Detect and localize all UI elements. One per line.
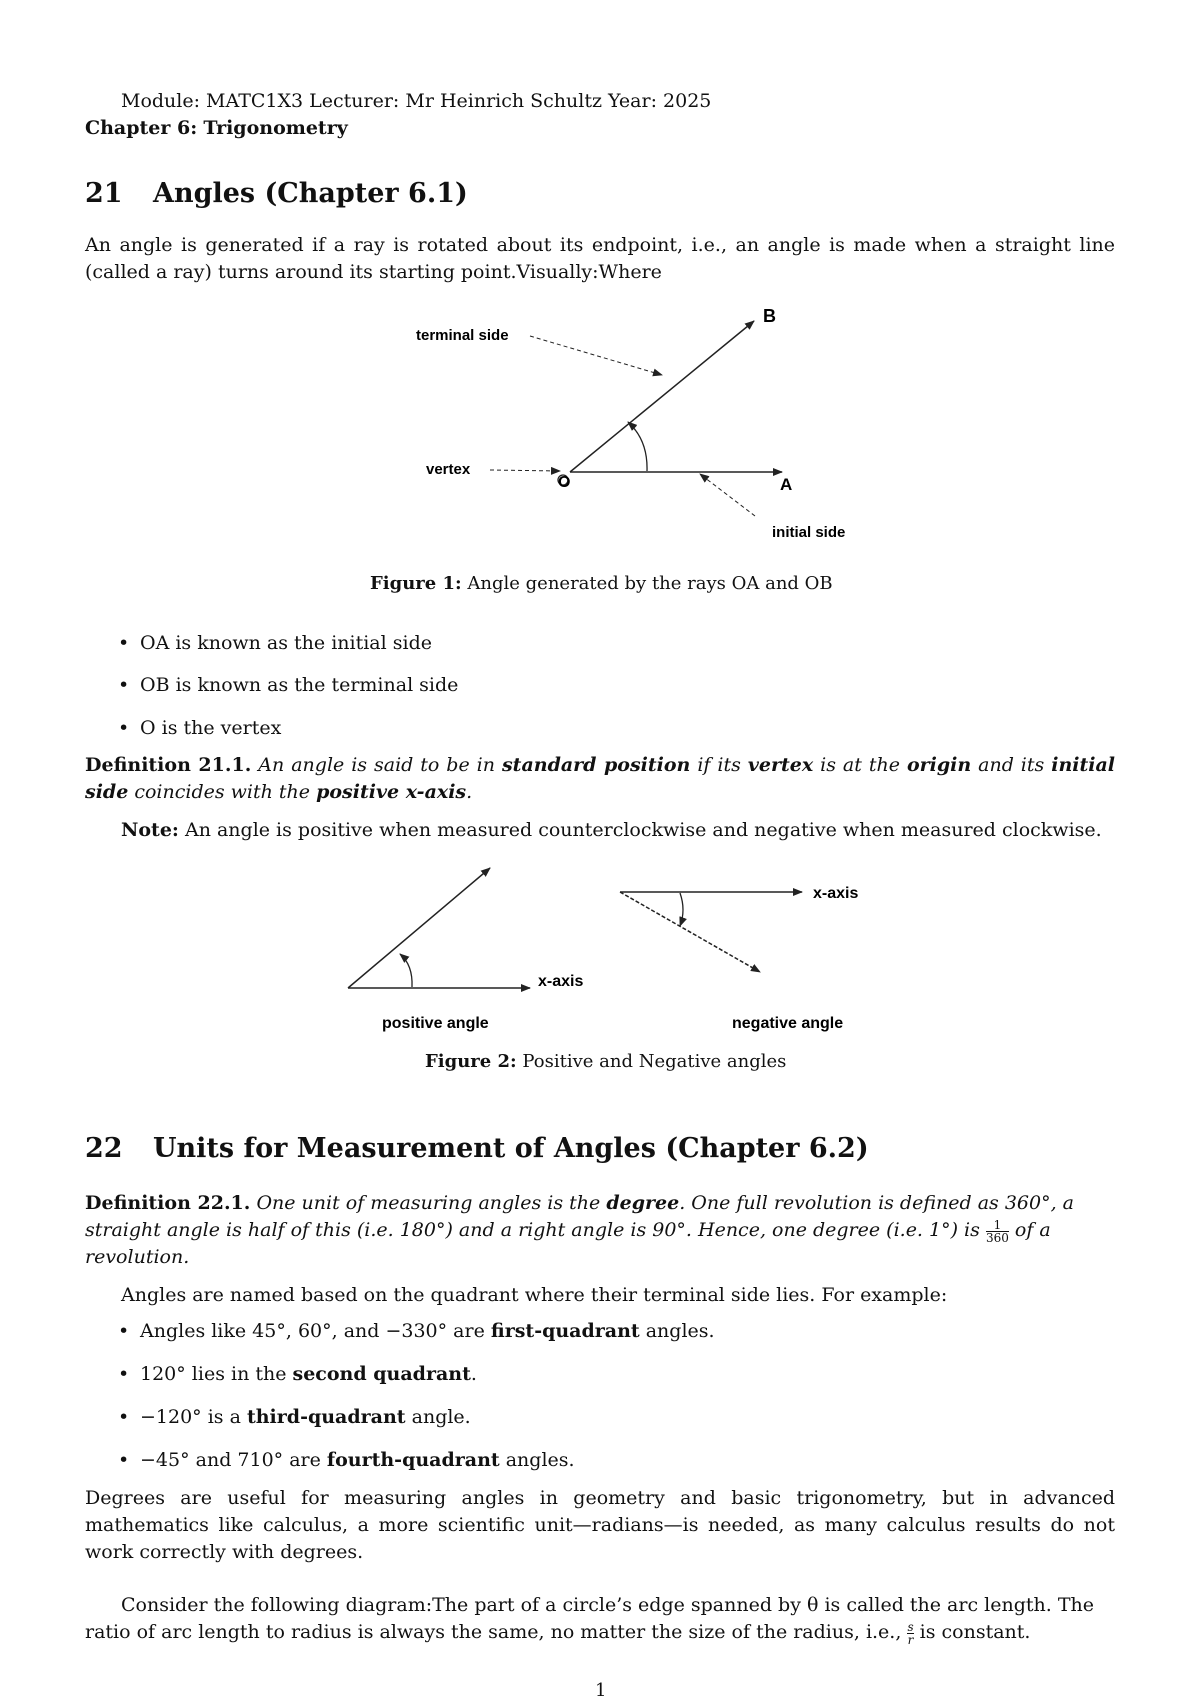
- terminal-side-leader: [530, 336, 662, 375]
- label-b: B: [763, 306, 776, 326]
- consider-line-2: ratio of arc length to radius is always the same, no matter the size of the radius, i.e., $\frac{s}{r}$ is constant.: [85, 1619, 1031, 1647]
- list-item: • OB is known as the terminal side: [118, 674, 459, 696]
- module-line: Module: MATC1X3 Lecturer: Mr Heinrich Schultz Year: 2025: [121, 90, 712, 112]
- section-heading-22: [85, 1133, 869, 1164]
- label-o: O: [558, 474, 571, 491]
- initial-side-leader: [700, 474, 755, 516]
- vertex-leader: [490, 470, 560, 471]
- note-label: Note:: [121, 819, 179, 841]
- figure-2-positive-negative-angles: [340, 862, 880, 1042]
- positive-xaxis-label: x-axis: [538, 973, 584, 990]
- definition-21-1: Definition 21.1. An angle is said to be in standard position if its vertex is at the origin and its initial side coincides with the positive x-axis.: [85, 754, 1116, 803]
- section-number: 21: [85, 178, 123, 209]
- negative-angle-arc: [680, 893, 683, 926]
- positive-terminal-ray: [348, 868, 490, 988]
- chapter-heading: [85, 115, 1115, 142]
- consider-line-1: Consider the following diagram:The part of a circle’s edge spanned by θ is called the arc length. The: [121, 1594, 1094, 1616]
- section-heading-21: [85, 178, 468, 209]
- negative-terminal-ray: [620, 892, 760, 972]
- list-item: • O is the vertex: [118, 717, 282, 739]
- angle-arc: [628, 422, 647, 471]
- figure-1-caption-label: Figure 1:: [370, 573, 462, 594]
- section-title: Units for Measurement of Angles (Chapter 6.2): [153, 1133, 869, 1164]
- definition-22-1-line-1: Definition 22.1. One unit of measuring angles is the degree. One full revolution is defined as 360°, a: [85, 1192, 1074, 1214]
- negative-xaxis-label: x-axis: [813, 885, 859, 902]
- note-text: An angle is positive when measured counterclockwise and negative when measured clockwise.: [184, 819, 1102, 841]
- list-item: • 120° lies in the second quadrant.: [118, 1363, 477, 1385]
- definition-label: Definition 22.1.: [85, 1192, 251, 1214]
- figure-2-caption-label: Figure 2:: [425, 1051, 517, 1072]
- negative-angle-label: negative angle: [732, 1015, 844, 1032]
- list-item: • OA is known as the initial side: [118, 632, 432, 654]
- positive-angle-arc: [400, 954, 412, 987]
- figure-2-caption: [425, 1051, 786, 1072]
- definition-22-1-line-2: straight angle is half of this (i.e. 180°) and a right angle is 90°. Hence, one degree (i.e. 1°) is $\frac{1}{360}$ of a: [85, 1217, 1051, 1245]
- chapter-label: Chapter 6:: [85, 117, 198, 139]
- positive-angle-label: positive angle: [382, 1015, 489, 1032]
- figure-1-caption-text: Angle generated by the rays OA and OB: [467, 573, 833, 594]
- label-initial-side: initial side: [772, 524, 846, 541]
- label-vertex: vertex: [426, 461, 471, 478]
- section-21-intro: An angle is generated if a ray is rotated about its endpoint, i.e., an angle is made when a straight line (called a ray) turns around its starting point.Visually:Where: [85, 234, 1115, 283]
- chapter-title: Trigonometry: [203, 117, 348, 139]
- list-item: • −45° and 710° are fourth-quadrant angles.: [118, 1449, 575, 1471]
- list-item: • Angles like 45°, 60°, and −330° are first-quadrant angles.: [118, 1320, 715, 1342]
- note-line: [121, 817, 1151, 844]
- definition-label: Definition 21.1.: [85, 754, 252, 776]
- section-title: Angles (Chapter 6.1): [153, 178, 468, 209]
- label-a: A: [780, 475, 793, 494]
- fraction-s-over-r: $\frac{s}{r}$: [907, 1619, 914, 1647]
- list-item: • −120° is a third-quadrant angle.: [118, 1406, 471, 1428]
- fraction-one-over-360: $\frac{1}{360}$: [985, 1217, 1009, 1245]
- named-quadrant-intro: Angles are named based on the quadrant where their terminal side lies. For example:: [121, 1284, 948, 1306]
- figure-1-angle-diagram: [400, 300, 880, 550]
- page-number: 1: [595, 1680, 607, 1701]
- figure-2-caption-text: Positive and Negative angles: [522, 1051, 787, 1072]
- definition-22-1-line-3: revolution.: [85, 1246, 190, 1268]
- label-terminal-side: terminal side: [416, 327, 509, 344]
- ray-ob: [570, 321, 754, 472]
- figure-1-caption: [370, 573, 833, 594]
- degrees-paragraph: Degrees are useful for measuring angles in geometry and basic trigonometry, but in advanced mathematics like calculus, a more scientific unit—radians—is needed, as many calculus results do not work correctly with degrees.: [85, 1487, 1115, 1563]
- section-number: 22: [85, 1133, 123, 1164]
